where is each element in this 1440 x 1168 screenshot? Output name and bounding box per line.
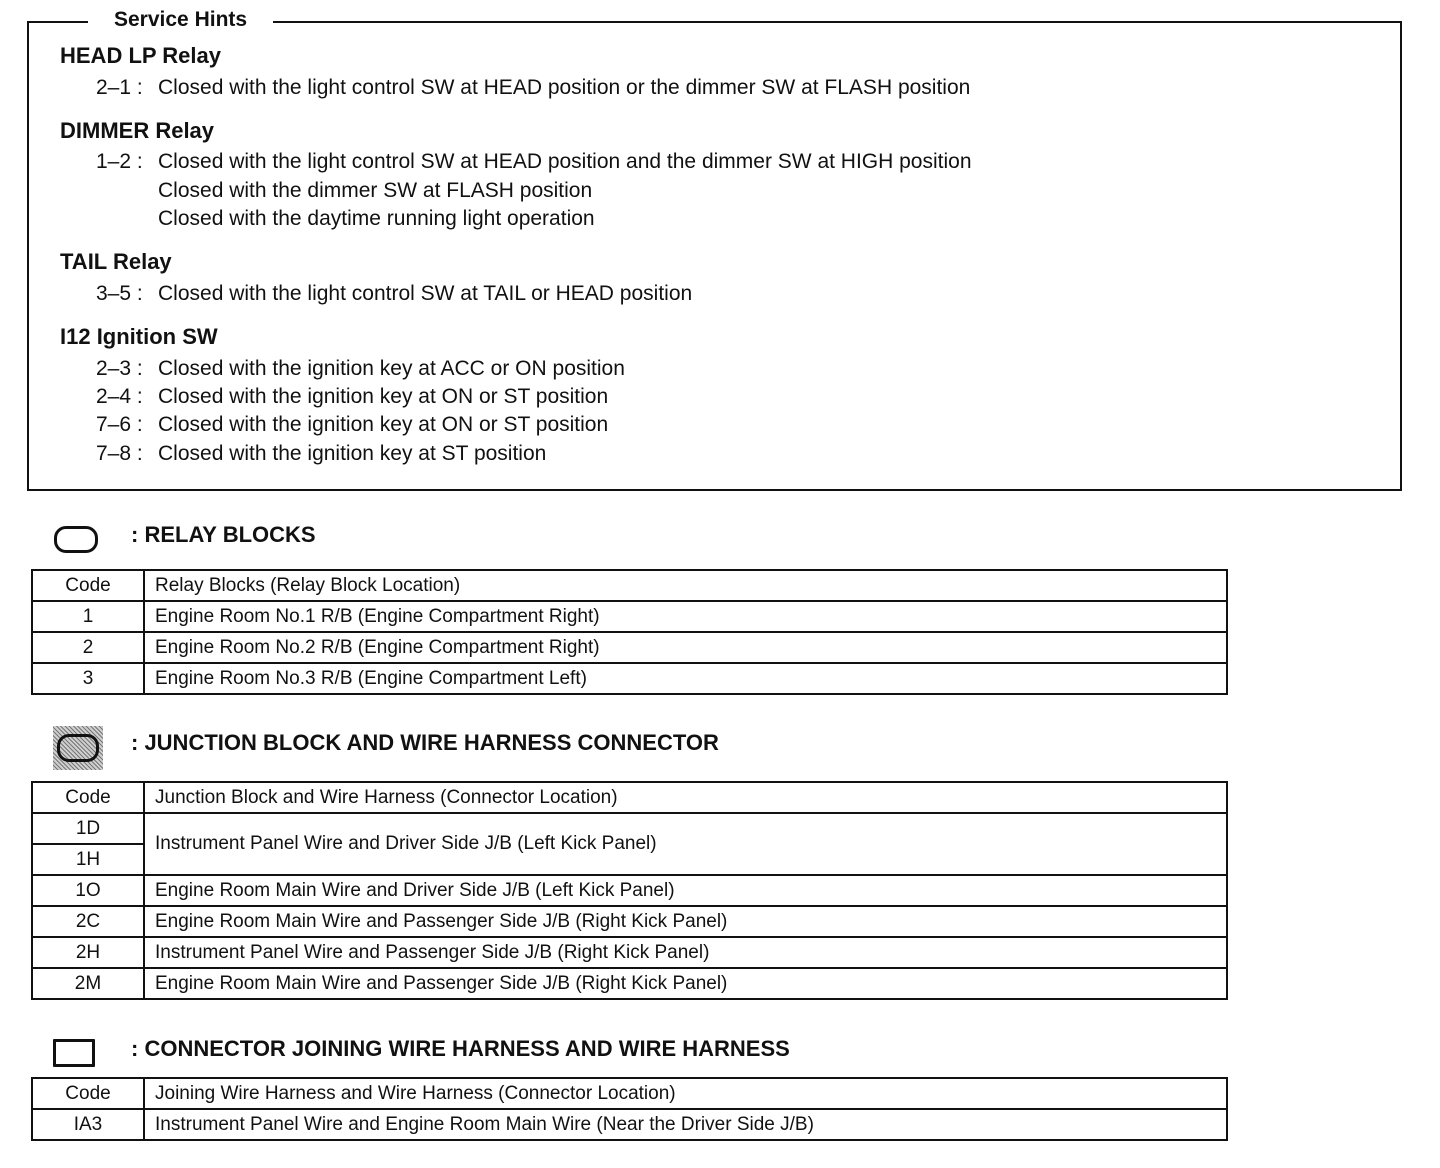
hint-text: Closed with the ignition key at ST position (158, 442, 547, 465)
junction-block-symbol-icon (53, 726, 103, 770)
hint-group-title-dimmer-relay: DIMMER Relay (60, 118, 215, 143)
hint-text: Closed with the daytime running light operation (158, 207, 595, 230)
connector-heading: : CONNECTOR JOINING WIRE HARNESS AND WIRE HARNESS (131, 1036, 790, 1061)
table-row (32, 813, 1227, 844)
hint-terminal: 2–4 : (96, 385, 143, 408)
hint-terminal: 2–3 : (96, 357, 143, 380)
code-cell: 3 (32, 663, 144, 694)
table-row (32, 601, 1227, 632)
code-cell: 1 (32, 601, 144, 632)
hint-text: Closed with the light control SW at HEAD position and the dimmer SW at HIGH position (158, 150, 972, 173)
table-header-row (32, 570, 1227, 601)
code-cell: 1H (32, 844, 144, 875)
code-cell: 1D (32, 813, 144, 844)
table-row (32, 663, 1227, 694)
hint-text: Closed with the ignition key at ACC or ON position (158, 357, 625, 380)
hint-group-title-ignition-sw: I12 Ignition SW (60, 324, 218, 349)
table-header-row (32, 782, 1227, 813)
relay-blocks-table (31, 569, 1228, 695)
hint-terminal: 7–6 : (96, 413, 143, 436)
hint-text: Closed with the ignition key at ON or ST position (158, 385, 609, 408)
hint-terminal: 2–1 : (96, 76, 143, 99)
table-header-code: Code (32, 1078, 144, 1109)
table-row (32, 937, 1227, 968)
table-header-desc: Joining Wire Harness and Wire Harness (Connector Location) (144, 1078, 1227, 1109)
code-cell: 2C (32, 906, 144, 937)
table-header-row (32, 1078, 1227, 1109)
hint-text: Closed with the dimmer SW at FLASH position (158, 179, 593, 202)
code-cell: 2M (32, 968, 144, 999)
hint-group-title-tail-relay: TAIL Relay (60, 249, 172, 274)
desc-cell: Engine Room Main Wire and Passenger Side J/B (Right Kick Panel) (144, 906, 1227, 937)
relay-blocks-heading: : RELAY BLOCKS (131, 522, 316, 547)
connector-symbol-icon (53, 1039, 95, 1067)
desc-cell: Instrument Panel Wire and Passenger Side J/B (Right Kick Panel) (144, 937, 1227, 968)
hint-terminal: 1–2 : (96, 150, 143, 173)
table-row (32, 1109, 1227, 1140)
table-header-code: Code (32, 570, 144, 601)
hint-text: Closed with the light control SW at TAIL or HEAD position (158, 282, 693, 305)
junction-block-symbol-outline (57, 734, 99, 762)
table-row (32, 968, 1227, 999)
junction-block-heading: : JUNCTION BLOCK AND WIRE HARNESS CONNECTOR (131, 730, 719, 755)
desc-cell: Engine Room No.1 R/B (Engine Compartment Right) (144, 601, 1227, 632)
service-hints-title: Service Hints (88, 8, 273, 32)
code-cell: 2 (32, 632, 144, 663)
desc-cell: Engine Room Main Wire and Passenger Side J/B (Right Kick Panel) (144, 968, 1227, 999)
desc-cell: Engine Room No.3 R/B (Engine Compartment Left) (144, 663, 1227, 694)
hint-group-title-head-lp-relay: HEAD LP Relay (60, 43, 221, 68)
code-cell: 1O (32, 875, 144, 906)
hint-terminal: 3–5 : (96, 282, 143, 305)
connector-table (31, 1077, 1228, 1141)
desc-cell: Engine Room Main Wire and Driver Side J/B (Left Kick Panel) (144, 875, 1227, 906)
desc-cell: Engine Room No.2 R/B (Engine Compartment Right) (144, 632, 1227, 663)
relay-block-symbol-icon (54, 526, 98, 553)
table-header-desc: Relay Blocks (Relay Block Location) (144, 570, 1227, 601)
desc-cell: Instrument Panel Wire and Driver Side J/B (Left Kick Panel) (144, 813, 1227, 875)
hint-terminal: 7–8 : (96, 442, 143, 465)
code-cell: IA3 (32, 1109, 144, 1140)
table-row (32, 906, 1227, 937)
table-header-code: Code (32, 782, 144, 813)
hint-text: Closed with the ignition key at ON or ST position (158, 413, 609, 436)
hint-text: Closed with the light control SW at HEAD position or the dimmer SW at FLASH position (158, 76, 971, 99)
junction-block-table (31, 781, 1228, 1000)
table-row (32, 875, 1227, 906)
table-header-desc: Junction Block and Wire Harness (Connector Location) (144, 782, 1227, 813)
table-row (32, 632, 1227, 663)
code-cell: 2H (32, 937, 144, 968)
desc-cell: Instrument Panel Wire and Engine Room Main Wire (Near the Driver Side J/B) (144, 1109, 1227, 1140)
